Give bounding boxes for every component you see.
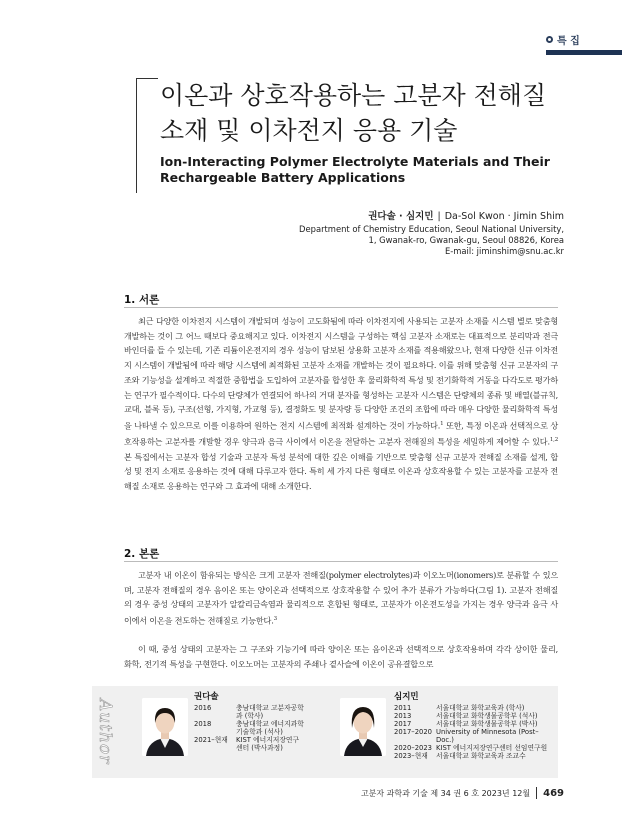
section-heading-main: 2. 본론 <box>124 548 160 560</box>
bio-text: KIST 에너지저장연구센터 (박사과정) <box>236 736 300 752</box>
author-separator: | <box>437 211 441 222</box>
bio-year: 2016 <box>194 704 212 712</box>
avatar <box>142 698 188 756</box>
affiliation <box>299 224 564 257</box>
author-label-text: Author <box>95 699 115 765</box>
main-text-b: 이 때, 중성 상태의 고분자는 그 구조와 기능기에 따라 양이온 또는 음이온과 선택적으로 상호작용하며 각각 상이한 물리, 화학, 전기적 특성을 구현한다. 이오노머는 고분자의 주쇄나 곁사슬에 이온이 공유결합으로 <box>124 644 558 669</box>
bio-row <box>394 704 550 712</box>
section-body-main-b <box>124 642 558 671</box>
author-names-english: Da-Sol Kwon · Jimin Shim <box>444 211 564 222</box>
bio-year: 2017–2020 <box>394 728 432 736</box>
bio-text: University of Minnesota (Post–Doc.) <box>436 728 539 744</box>
ref-superscript: 3 <box>273 616 277 623</box>
author1-name: 권다솔 <box>194 692 219 702</box>
page-footer <box>361 787 564 799</box>
page-number: 469 <box>543 787 564 799</box>
section-tag-label: 특 집 <box>557 36 580 47</box>
circle-bullet-icon <box>546 36 553 43</box>
bio-year: 2013 <box>394 712 412 720</box>
author2-bio <box>394 704 550 760</box>
person-portrait-icon <box>340 698 386 756</box>
bio-row <box>394 752 550 760</box>
bio-row <box>394 744 550 752</box>
ref-superscript: 1,2 <box>549 437 558 444</box>
bio-year: 2017 <box>394 720 412 728</box>
bio-row <box>194 704 304 720</box>
section-body-intro <box>124 314 558 494</box>
section-rule-intro <box>124 307 558 308</box>
bio-text: 충남대학교 에너지과학기술학과 (석사) <box>236 720 304 736</box>
main-text-a: 고분자 내 이온이 함유되는 방식은 크게 고분자 전해질(polymer electrolytes)과 이오노머(ionomers)로 분류할 수 있으며, 고분자 전해질의 경우 음이온 또는 양이온과 선택적으로 상호작용할 수 있어 추가 분류가 가능하다(그림 1). 고분자 전해질의 경우 중성 상태의 고분자가 알칼리금속염과 물리적으로 혼합된 형태로, 고분자가 이온전도성을 가지는 경우 양극과 음극 사이에서 이온을 전도하는 전해질로 기능한다. <box>124 570 558 626</box>
title-english-line2: Rechargeable Battery Applications <box>160 170 406 185</box>
section-body-main-a <box>124 568 558 629</box>
title-korean <box>160 78 546 148</box>
author-names-korean: 권다솔 · 심지민 <box>368 211 434 222</box>
section-rule-main <box>124 561 558 562</box>
bio-year: 2018 <box>194 720 212 728</box>
intro-text-a: 최근 다양한 이차전지 시스템이 개발되며 성능이 고도화됨에 따라 이차전지에 사용되는 고분자 소재를 시스템 별로 맞춤형 개발하는 것이 그 어느 때보다 중요해지고 있다. 이차전지 시스템을 구성하는 핵심 고분자 소재로는 대표적으로 분리막과 전극 바인더를 들 수 있는데, 기존 리튬이온전지의 경우 성능이 담보된 상용화 고분자 소재를 적용해왔으나, 현재 다양한 신규 이차전지 시스템이 개발됨에 따라 해당 시스템에 최적화된 고분자 소재를 개발하는 것이 필요하다. 이를 위해 맞춤형 신규 고분자의 구조와 기능성을 설계하고 적절한 중합법을 도입하여 고분자를 합성한 후 물리화학적 특성 및 전기화학적 거동을 다각도로 평가하는 연구가 필수적이다. 다수의 단량체가 연결되어 하나의 거대 분자를 형성하는 고분자 시스템은 단량체의 종류 및 배열(블규칙, 교대, 블록 등), 구조(선형, 가지형, 가교형 등), 결정화도 및 분자량 등 다양한 조건의 조합에 따라 매우 다양한 물리화학적 특성을 나타낼 수 있으므로 이를 이용하여 원하는 전지 시스템에 최적화 설계하는 것이 가능하다. <box>124 316 558 431</box>
bio-text: 충남대학교 고분자공학과 (학사) <box>236 704 304 720</box>
bio-text: KIST 에너지저장연구센터 선임연구원 <box>436 744 548 752</box>
intro-text-c: 본 특집에서는 고분자 합성 기술과 고분자 특성 분석에 대한 깊은 이해를 기반으로 맞춤형 신규 고분자 전해질 소재를 설계, 합성 및 전지 소재로 응용하는 것에 대해 다루고자 한다. 특히 세 가지 다른 형태로 이온과 상호작용할 수 있는 고분자를 고분자 전해질 소재로 응용하는 연구와 그 효과에 대해 소개한다. <box>124 451 558 492</box>
bio-year: 2023–현재 <box>394 752 428 760</box>
bio-text: 서울대학교 화학교육과 조교수 <box>436 752 526 760</box>
person-portrait-icon <box>142 698 188 756</box>
bio-row <box>394 712 550 720</box>
author-line <box>368 208 564 222</box>
bio-text: 서울대학교 화학생물공학부 (박사) <box>436 720 538 728</box>
affiliation-line1: Department of Chemistry Education, Seoul National University, <box>299 224 564 234</box>
title-rule-vertical <box>136 78 137 193</box>
title-rule-horizontal <box>136 78 158 79</box>
bio-row <box>194 736 304 752</box>
section-tag <box>546 32 580 47</box>
title-english-line1: Ion-Interacting Polymer Electrolyte Materials and Their <box>160 154 550 169</box>
journal-citation: 고분자 과학과 기술 제 34 권 6 호 2023년 12월 <box>360 788 531 798</box>
avatar <box>340 698 386 756</box>
title-english <box>160 154 550 186</box>
author-vertical-label <box>92 686 118 778</box>
ref-superscript: 1 <box>440 420 444 427</box>
footer-divider <box>536 787 537 799</box>
author1-bio <box>194 704 304 752</box>
title-korean-line2: 소재 및 이차전지 응용 기술 <box>160 116 458 145</box>
bio-year: 2020–2023 <box>394 744 432 752</box>
bio-text: 서울대학교 화학생물공학부 (석사) <box>436 712 538 720</box>
bio-year: 2021–현재 <box>194 736 228 744</box>
author2-name: 심지민 <box>394 692 419 702</box>
bio-text: 서울대학교 화학교육과 (학사) <box>436 704 525 712</box>
affiliation-line2: 1, Gwanak-ro, Gwanak-gu, Seoul 08826, Korea <box>368 235 564 245</box>
affiliation-email[interactable]: E-mail: jiminshim@snu.ac.kr <box>444 246 564 256</box>
bio-row <box>394 728 550 744</box>
title-korean-line1: 이온과 상호작용하는 고분자 전해질 <box>160 81 547 110</box>
section-heading-intro: 1. 서론 <box>124 294 160 306</box>
bio-year: 2011 <box>394 704 412 712</box>
bio-row <box>394 720 550 728</box>
section-bar <box>546 50 622 55</box>
intro-text-b: 또한, 특정 이온과 선택적으로 상호작용하는 고분자를 개발할 경우 양극과 음극 사이에서 이온을 전달하는 고분자 전해질의 특성을 세밀하게 제어할 수 있다. <box>124 420 558 448</box>
bio-row <box>194 720 304 736</box>
